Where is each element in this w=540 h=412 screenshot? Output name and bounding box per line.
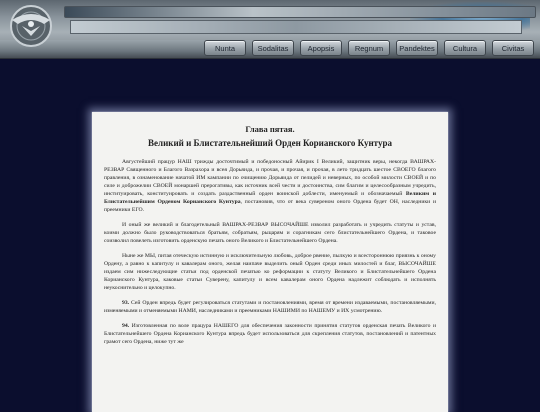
article-text: Изготовленная по воле працура НАШЕГО для обеспечения законности принятия статутов орденская печать Великого и Блистательнейшего Ордена Корианского Кунтура впредь будет использоваться для скрепления статутов, постановлений и патентных грамот сего Ордена, ниже тут же: [104, 323, 437, 345]
article-number: 94.: [122, 323, 130, 329]
paragraph-third: Ныне же МЫ, питая отеческую истинную и исключительную любовь, доброе рвение, пылкую и всестороннюю приязнь к оному Ордену, а равно к капитулу и кавалерам оного, желая наипаче выделить оный Орден среди иных милостей и благ, ВЫСОЧАЙШЕ издаем сим нижеследующие статьи под орденской печатью ко реформации к статуту Великого и Блистательнейшего Ордена Корианского Кунтура, каковые статьи Суверену, капитулу и всем кавалерам оного Ордена надлежит соблюдать и исполнять неукоснительно и целокупно.: [104, 253, 436, 291]
article-number: 93.: [122, 300, 130, 306]
document-page: [92, 112, 448, 412]
article-text: Сей Орден впредь будет регулироваться статутами и постановлениями, время от времени издаваемыми, постановляемыми, изменяемыми и отменяемыми НАМИ, наследниками и преемниками НАШИМИ по НАШЕМУ и ИХ усмотрению.: [104, 300, 437, 314]
nav-regnum-button[interactable]: Regnum: [348, 40, 390, 56]
paragraph-intro-text: Августейший працур НАШ трижды досточтимый и победоносный Айирик I Великий, защитник веры, некогда ВАШРАХ-РЕЗВАР Священного и Благого Вазрахора и всея Дорьяида, и прочая, и прочая, и прочая, в лето тридцать шестое СВОЕГО благого правления, в ознаменование начатой ИМ кампании по очищению Дорьяида от пелидей и неверных, по особой милости СВОЕЙ и по силе и доброжелии СВОЕЙ монаршей прерогативы, как источник всей чести и достоинства, сим благим и целесообразным учредить, институировать, конституировать и создать раздаственный орден воинской доблести, именуемый и обозначаемый: [104, 159, 436, 197]
header-banner: [0, 0, 540, 59]
article-93: [104, 299, 436, 315]
header-bar-middle: [70, 20, 522, 34]
chapter-heading: Глава пятая.: [245, 124, 295, 134]
nav-apopsis-button[interactable]: Apopsis: [300, 40, 342, 56]
paragraph-intro: [104, 158, 436, 214]
nav-civitas-button[interactable]: Civitas: [492, 40, 534, 56]
nav-pandektes-button[interactable]: Pandektes: [396, 40, 438, 56]
document-title: Великий и Блистательнейший Орден Корианского Кунтура: [148, 138, 392, 148]
eagle-emblem-icon: [4, 2, 58, 52]
paragraph-second: И оный же великий и благодетельный ВАШРАХ-РЕЗВАР ВЫСОЧАЙШЕ изволил разработать и учредить статуты и устав, коими должно было руководствоваться братьям, собратьям, рыцарям и сорагникам сего блистательнейшего Ордена, и таковое соизволил повелеть изготовить орденскую печать оного Великого и Блистательнейшего Ордена.: [104, 222, 436, 244]
header-bar-top: [64, 6, 536, 18]
paragraph-intro-end: , постановив, что от века сувереном оного Ордена будет ОН, наследники и преемники ЕГО.: [104, 199, 436, 213]
article-94: [104, 322, 436, 346]
order-name-bold: Великим и Блистательнейшим Орденом Корианского Кунтура: [104, 191, 436, 205]
main-navigation: [214, 40, 534, 56]
nav-cultura-button[interactable]: Cultura: [444, 40, 486, 56]
nav-nunta-button[interactable]: Nunta: [204, 40, 246, 56]
nav-sodalitas-button[interactable]: Sodalitas: [252, 40, 294, 56]
